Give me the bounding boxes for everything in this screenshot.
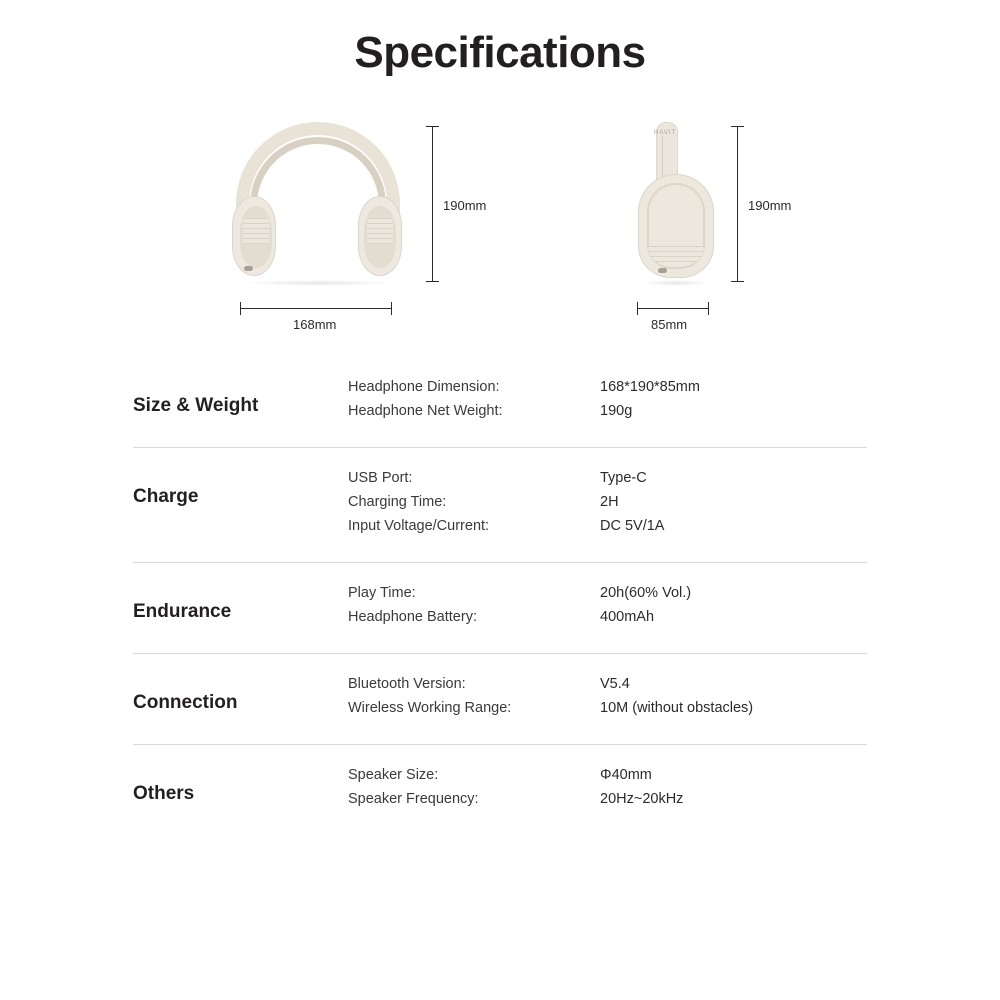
product-shadow-front xyxy=(242,280,394,286)
product-shadow-side xyxy=(640,280,712,286)
spec-category-label: Others xyxy=(133,783,195,804)
spec-value-column xyxy=(600,672,867,720)
spec-label-column xyxy=(348,581,600,629)
spec-value: 168*190*85mm xyxy=(600,379,700,395)
spec-value: 190g xyxy=(600,403,633,419)
spec-value-column xyxy=(600,466,867,538)
dimension-line-front-width xyxy=(240,308,392,309)
usb-port-side xyxy=(658,268,667,273)
spec-value: DC 5V/1A xyxy=(600,518,665,534)
product-figure-area xyxy=(0,108,1000,348)
spec-pairs xyxy=(348,375,867,423)
spec-category-label: Charge xyxy=(133,486,199,507)
spec-label: Charging Time: xyxy=(348,494,447,510)
spec-section-endurance xyxy=(133,563,867,654)
spec-label: Headphone Battery: xyxy=(348,609,477,625)
spec-section-connection xyxy=(133,654,867,745)
spec-label: Speaker Frequency: xyxy=(348,791,479,807)
spec-value: 400mAh xyxy=(600,609,655,625)
spec-category-label: Endurance xyxy=(133,601,232,622)
dimension-label-side-width: 85mm xyxy=(651,317,688,332)
spec-label: Wireless Working Range: xyxy=(348,700,512,716)
dimension-line-front-height xyxy=(432,126,433,282)
spec-value: 20Hz~20kHz xyxy=(600,791,684,807)
spec-value-column xyxy=(600,581,867,629)
spec-label: Input Voltage/Current: xyxy=(348,518,490,534)
specifications-table xyxy=(133,375,867,835)
dimension-label-front-width: 168mm xyxy=(293,317,337,332)
earcup-texture-left xyxy=(243,218,269,244)
spec-category-label: Connection xyxy=(133,692,238,713)
headphone-front-view-illustration xyxy=(228,118,408,298)
spec-value: V5.4 xyxy=(600,676,630,692)
spec-value: Type-C xyxy=(600,470,647,486)
dimension-line-side-width xyxy=(637,308,709,309)
spec-value: 2H xyxy=(600,494,619,510)
spec-value: 20h(60% Vol.) xyxy=(600,585,692,601)
dimension-line-side-height xyxy=(737,126,738,282)
spec-label-column xyxy=(348,763,600,811)
spec-label: Headphone Net Weight: xyxy=(348,403,503,419)
spec-pairs xyxy=(348,763,867,811)
dimension-label-side-height: 190mm xyxy=(748,198,792,213)
spec-label-column xyxy=(348,375,600,423)
spec-label-column xyxy=(348,466,600,538)
spec-label: Speaker Size: xyxy=(348,767,439,783)
dimension-label-front-height: 190mm xyxy=(443,198,487,213)
page-title: Specifications xyxy=(354,28,646,77)
brand-logo-text: HAVIT xyxy=(654,130,677,136)
spec-value-column xyxy=(600,375,867,423)
spec-value-column xyxy=(600,763,867,811)
spec-pairs xyxy=(348,672,867,720)
spec-value: 10M (without obstacles) xyxy=(600,700,754,716)
spec-pairs xyxy=(348,581,867,629)
spec-label-column xyxy=(348,672,600,720)
spec-section-charge xyxy=(133,448,867,563)
spec-value: Φ40mm xyxy=(600,767,652,783)
spec-label: USB Port: xyxy=(348,470,413,486)
earcup-texture-right xyxy=(367,218,393,244)
spec-pairs xyxy=(348,466,867,538)
spec-category-label: Size & Weight xyxy=(133,395,259,416)
usb-port-front xyxy=(244,266,253,271)
headphone-side-view-illustration xyxy=(628,118,728,298)
spec-label: Play Time: xyxy=(348,585,416,601)
spec-section-others xyxy=(133,745,867,835)
spec-label: Headphone Dimension: xyxy=(348,379,500,395)
spec-section-size-weight xyxy=(133,375,867,448)
spec-label: Bluetooth Version: xyxy=(348,676,466,692)
